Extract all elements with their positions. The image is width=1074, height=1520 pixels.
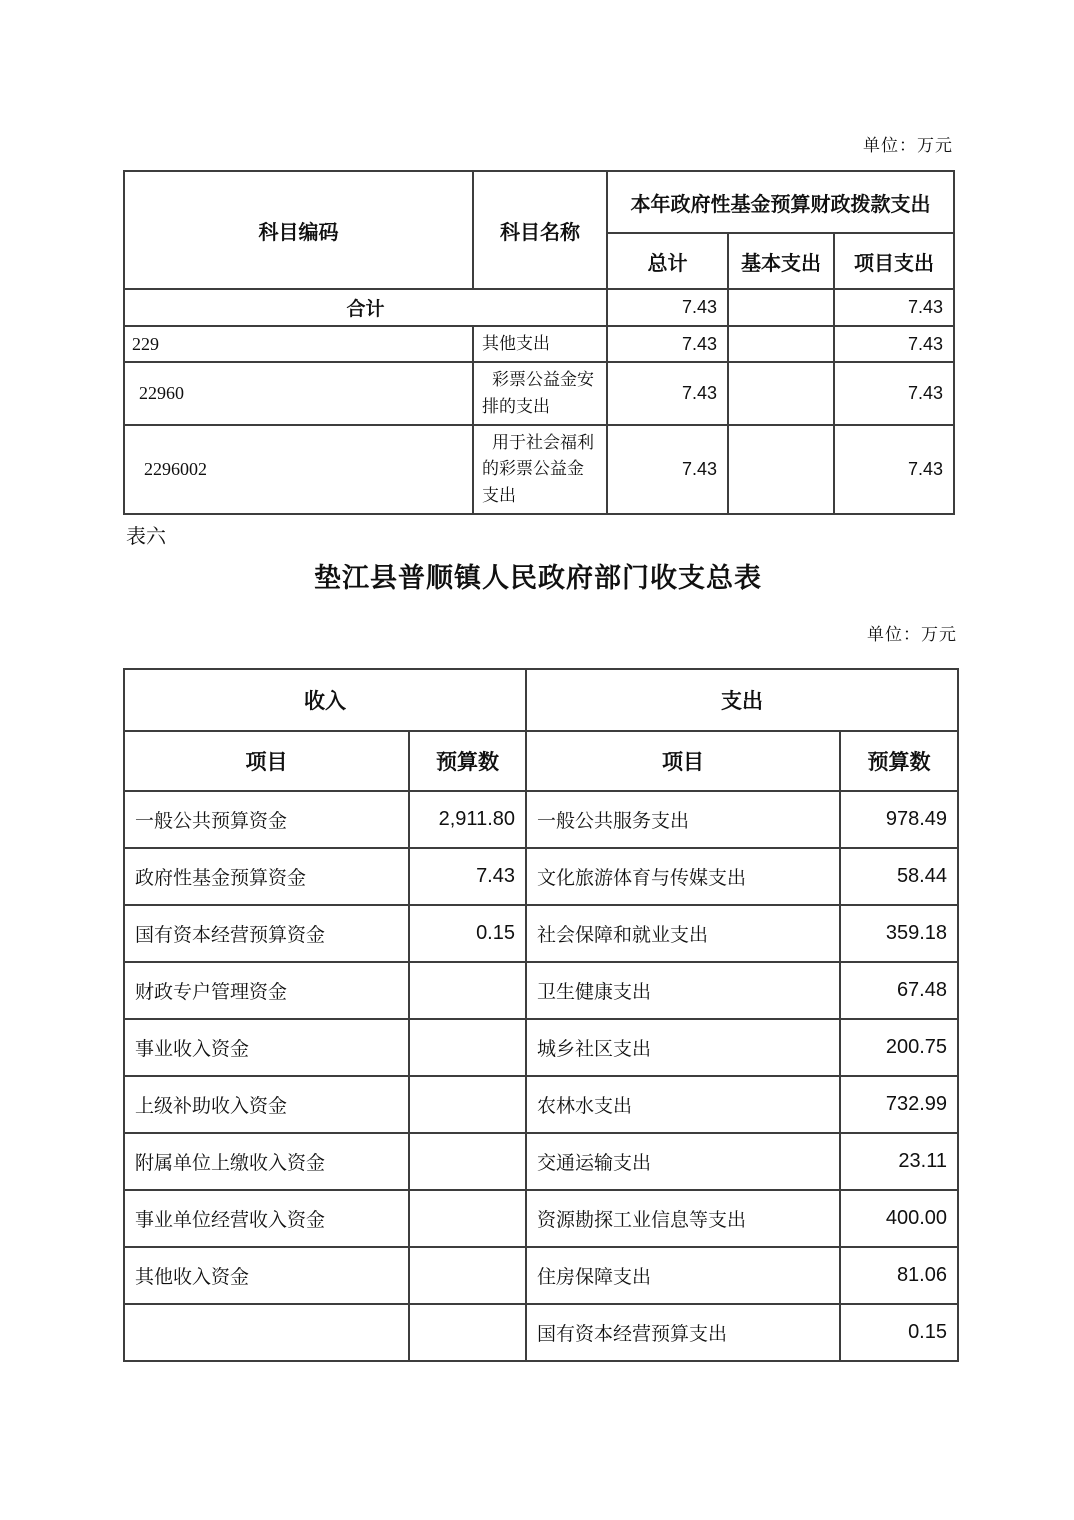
- expense-item-cell: 文化旅游体育与传媒支出: [526, 848, 840, 905]
- expense-item-cell: 农林水支出: [526, 1076, 840, 1133]
- income-budget-cell: [409, 1076, 526, 1133]
- income-budget-cell: [409, 962, 526, 1019]
- total-cell: 7.43: [607, 326, 728, 362]
- header-subject-name: 科目名称: [473, 171, 607, 289]
- income-budget-cell: 0.15: [409, 905, 526, 962]
- fund-expenditure-table: [123, 170, 955, 515]
- total-row-label: 合计: [124, 289, 607, 326]
- subject-code-cell: 229: [124, 326, 473, 362]
- income-item-cell: 附属单位上缴收入资金: [124, 1133, 409, 1190]
- expense-item-cell: 国有资本经营预算支出: [526, 1304, 840, 1361]
- header-fund-allocation-group: 本年政府性基金预算财政拨款支出: [607, 171, 954, 233]
- subject-code-cell: 2296002: [124, 425, 473, 514]
- table2-row: [124, 905, 958, 962]
- expense-budget-cell: 978.49: [840, 791, 958, 848]
- income-budget-cell: [409, 1019, 526, 1076]
- expense-item-cell: 社会保障和就业支出: [526, 905, 840, 962]
- table1-total-row: [124, 289, 954, 326]
- table2-row: [124, 791, 958, 848]
- table2-row: [124, 848, 958, 905]
- header-expense-item: 项目: [526, 731, 840, 791]
- expense-budget-cell: 23.11: [840, 1133, 958, 1190]
- expense-budget-cell: 67.48: [840, 962, 958, 1019]
- table2-row: [124, 1247, 958, 1304]
- subject-code-cell: 22960: [124, 362, 473, 425]
- expense-item-cell: 城乡社区支出: [526, 1019, 840, 1076]
- expense-item-cell: 住房保障支出: [526, 1247, 840, 1304]
- expense-budget-cell: 58.44: [840, 848, 958, 905]
- table1-header-row-1: [124, 171, 954, 233]
- income-item-cell: 财政专户管理资金: [124, 962, 409, 1019]
- subject-name-cell: 彩票公益金安排的支出: [473, 362, 607, 425]
- header-subject-code: 科目编码: [124, 171, 473, 289]
- table2-row: [124, 1304, 958, 1361]
- table2-header-row-1: [124, 669, 958, 731]
- income-budget-cell: 2,911.80: [409, 791, 526, 848]
- header-income-budget: 预算数: [409, 731, 526, 791]
- total-row-total: 7.43: [607, 289, 728, 326]
- income-item-cell: 国有资本经营预算资金: [124, 905, 409, 962]
- header-income-item: 项目: [124, 731, 409, 791]
- header-expense-budget: 预算数: [840, 731, 958, 791]
- table1-row: [124, 362, 954, 425]
- subject-name-cell: 其他支出: [473, 326, 607, 362]
- header-income: 收入: [124, 669, 526, 731]
- expense-budget-cell: 359.18: [840, 905, 958, 962]
- expense-budget-cell: 81.06: [840, 1247, 958, 1304]
- basic-cell: [728, 425, 834, 514]
- income-item-cell: [124, 1304, 409, 1361]
- header-basic-expenditure: 基本支出: [728, 233, 834, 289]
- basic-cell: [728, 326, 834, 362]
- table2-row: [124, 1019, 958, 1076]
- project-cell: 7.43: [834, 326, 954, 362]
- income-item-cell: 事业收入资金: [124, 1019, 409, 1076]
- income-expenditure-summary-table: [123, 668, 959, 1362]
- expense-item-cell: 交通运输支出: [526, 1133, 840, 1190]
- header-project-expenditure: 项目支出: [834, 233, 954, 289]
- header-expense: 支出: [526, 669, 958, 731]
- unit-label-table2: 单位：万元: [867, 625, 957, 644]
- table2-row: [124, 962, 958, 1019]
- income-item-cell: 一般公共预算资金: [124, 791, 409, 848]
- income-budget-cell: 7.43: [409, 848, 526, 905]
- total-row-basic: [728, 289, 834, 326]
- expense-budget-cell: 732.99: [840, 1076, 958, 1133]
- income-budget-cell: [409, 1190, 526, 1247]
- table2-row: [124, 1076, 958, 1133]
- income-budget-cell: [409, 1247, 526, 1304]
- income-item-cell: 事业单位经营收入资金: [124, 1190, 409, 1247]
- income-budget-cell: [409, 1304, 526, 1361]
- table1-row: [124, 326, 954, 362]
- income-item-cell: 政府性基金预算资金: [124, 848, 409, 905]
- unit-label-top: 单位：万元: [863, 136, 953, 155]
- expense-budget-cell: 0.15: [840, 1304, 958, 1361]
- expense-budget-cell: 400.00: [840, 1190, 958, 1247]
- expense-item-cell: 一般公共服务支出: [526, 791, 840, 848]
- basic-cell: [728, 362, 834, 425]
- expense-item-cell: 卫生健康支出: [526, 962, 840, 1019]
- page-title: 垫江县普顺镇人民政府部门收支总表: [314, 563, 762, 593]
- table2-header-row-2: [124, 731, 958, 791]
- header-total: 总计: [607, 233, 728, 289]
- income-budget-cell: [409, 1133, 526, 1190]
- income-item-cell: 上级补助收入资金: [124, 1076, 409, 1133]
- table2-row: [124, 1190, 958, 1247]
- income-item-cell: 其他收入资金: [124, 1247, 409, 1304]
- table-number-label: 表六: [126, 526, 166, 548]
- expense-budget-cell: 200.75: [840, 1019, 958, 1076]
- subject-name-cell: 用于社会福利的彩票公益金支出: [473, 425, 607, 514]
- table2-row: [124, 1133, 958, 1190]
- total-cell: 7.43: [607, 425, 728, 514]
- project-cell: 7.43: [834, 362, 954, 425]
- project-cell: 7.43: [834, 425, 954, 514]
- total-cell: 7.43: [607, 362, 728, 425]
- expense-item-cell: 资源勘探工业信息等支出: [526, 1190, 840, 1247]
- total-row-project: 7.43: [834, 289, 954, 326]
- table1-row: [124, 425, 954, 514]
